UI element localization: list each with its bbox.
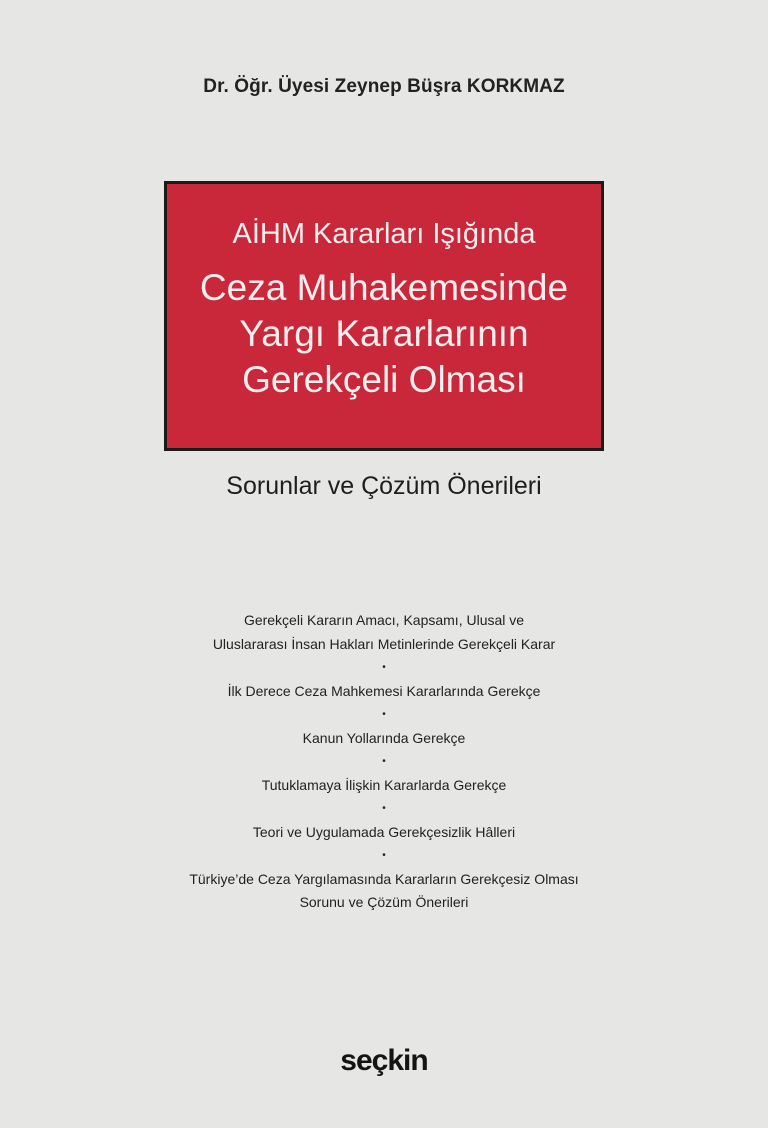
author-name: Dr. Öğr. Üyesi Zeynep Büşra KORKMAZ [203,76,565,97]
topic-3: Kanun Yollarında Gerekçe [302,729,466,746]
title-line-3: Gerekçeli Olması [242,359,526,400]
topic-list [0,609,768,915]
pretitle: AİHM Kararları Işığında [232,218,536,250]
bullet-separator: • [382,662,386,673]
topic-5: Teori ve Uygulamada Gerekçesizlik Hâlleri [252,823,516,840]
title-box [164,181,604,451]
subtitle: Sorunlar ve Çözüm Önerileri [226,472,542,500]
bullet-separator: • [382,850,386,861]
publisher-logo: seçkin [340,1044,428,1077]
title-line-2: Yargı Kararlarının [239,313,529,354]
bullet-separator: • [382,756,386,767]
topic-6-line-1: Türkiye’de Ceza Yargılamasında Kararların Gerekçesiz Olması [189,870,579,887]
topic-6-line-2: Sorunu ve Çözüm Önerileri [299,894,469,910]
topic-4: Tutuklamaya İlişkin Kararlarda Gerekçe [261,776,507,793]
title-line-1: Ceza Muhakemesinde [199,267,569,308]
topic-1-line-1: Gerekçeli Kararın Amacı, Kapsamı, Ulusal ve [243,612,525,628]
bullet-separator: • [382,709,386,720]
book-title [167,265,601,403]
bullet-separator: • [382,803,386,814]
topic-2: İlk Derece Ceza Mahkemesi Kararlarında Gerekçe [227,682,541,699]
topic-1-line-2: Uluslararası İnsan Hakları Metinlerinde Gerekçeli Karar [212,635,556,652]
